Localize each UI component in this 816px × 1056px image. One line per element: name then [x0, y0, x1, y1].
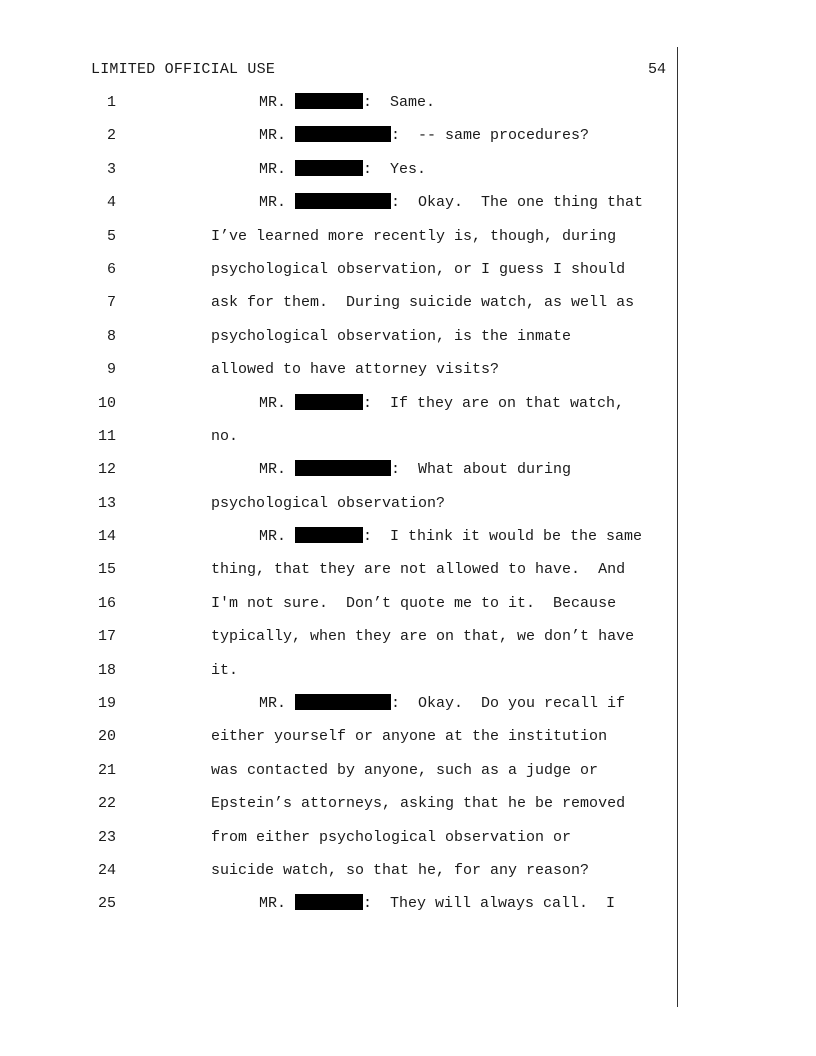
- line-number: 9: [106, 361, 116, 379]
- transcript-line: [0, 692, 816, 725]
- redaction-box: [295, 126, 391, 142]
- line-text: was contacted by anyone, such as a judge or: [211, 761, 599, 779]
- line-number: 13: [97, 494, 116, 512]
- line-number: 8: [106, 327, 116, 345]
- speech-text: : -- same procedures?: [391, 127, 590, 145]
- redaction-box: [295, 527, 363, 543]
- line-number: 15: [97, 561, 116, 579]
- transcript-line: [0, 558, 816, 591]
- redaction-box: [295, 193, 391, 209]
- speaker-prefix: MR.: [259, 461, 296, 479]
- line-text: I'm not sure. Don’t quote me to it. Because: [211, 594, 617, 612]
- line-number: 17: [97, 628, 116, 646]
- transcript-line: [0, 124, 816, 157]
- line-text: allowed to have attorney visits?: [211, 361, 500, 379]
- speaker-line: [259, 124, 589, 148]
- line-number: 14: [97, 528, 116, 546]
- line-text: ask for them. During suicide watch, as well as: [211, 294, 635, 312]
- speaker-prefix: MR.: [259, 194, 296, 212]
- transcript-line: [0, 625, 816, 658]
- line-text: typically, when they are on that, we don’t have: [211, 628, 635, 646]
- transcript-line: [0, 225, 816, 258]
- redaction-box: [295, 394, 363, 410]
- line-text: either yourself or anyone at the institution: [211, 728, 608, 746]
- line-number: 25: [97, 895, 116, 913]
- transcript-line: [0, 258, 816, 291]
- line-number: 5: [106, 227, 116, 245]
- speaker-line: [259, 158, 426, 182]
- line-number: 10: [97, 394, 116, 412]
- speaker-line: [259, 892, 615, 916]
- line-number: 7: [106, 294, 116, 312]
- speech-text: : Okay. The one thing that: [391, 194, 644, 212]
- transcript-line: [0, 592, 816, 625]
- speech-text: : If they are on that watch,: [363, 394, 625, 412]
- line-number: 20: [97, 728, 116, 746]
- transcript-line: [0, 358, 816, 391]
- transcript-line: [0, 859, 816, 892]
- line-text: Epstein’s attorneys, asking that he be removed: [211, 795, 626, 813]
- line-number: 2: [106, 127, 116, 145]
- line-number: 11: [97, 427, 116, 445]
- transcript-line: [0, 826, 816, 859]
- transcript-line: [0, 325, 816, 358]
- transcript-line: [0, 492, 816, 525]
- speaker-line: [259, 91, 435, 115]
- transcript-line: [0, 291, 816, 324]
- redaction-box: [295, 694, 391, 710]
- redaction-box: [295, 160, 363, 176]
- speaker-line: [259, 692, 625, 716]
- line-text: thing, that they are not allowed to have. And: [211, 561, 626, 579]
- speaker-prefix: MR.: [259, 528, 296, 546]
- line-text: suicide watch, so that he, for any reason?: [211, 861, 590, 879]
- speech-text: : I think it would be the same: [363, 528, 643, 546]
- line-text: psychological observation, is the inmate: [211, 327, 572, 345]
- transcript-line: [0, 158, 816, 191]
- transcript-line: [0, 659, 816, 692]
- line-number: 16: [97, 594, 116, 612]
- redaction-box: [295, 93, 363, 109]
- redaction-box: [295, 460, 391, 476]
- line-number: 18: [97, 661, 116, 679]
- speaker-prefix: MR.: [259, 127, 296, 145]
- transcript-line: [0, 725, 816, 758]
- line-number: 23: [97, 828, 116, 846]
- transcript-line: [0, 792, 816, 825]
- speaker-prefix: MR.: [259, 895, 296, 913]
- speech-text: : Yes.: [363, 160, 427, 178]
- speaker-line: [259, 525, 642, 549]
- line-number: 21: [97, 761, 116, 779]
- line-number: 24: [97, 861, 116, 879]
- speaker-line: [259, 458, 571, 482]
- speech-text: : Okay. Do you recall if: [391, 695, 626, 713]
- speaker-prefix: MR.: [259, 695, 296, 713]
- redaction-box: [295, 894, 363, 910]
- line-number: 4: [106, 194, 116, 212]
- transcript-lines: [0, 91, 816, 926]
- line-number: 19: [97, 695, 116, 713]
- speaker-prefix: MR.: [259, 94, 296, 111]
- line-number: 1: [106, 94, 116, 111]
- line-text: I’ve learned more recently is, though, during: [211, 227, 617, 245]
- classification-header: LIMITED OFFICIAL USE: [91, 61, 276, 78]
- line-text: psychological observation?: [211, 494, 446, 512]
- transcript-line: [0, 892, 816, 925]
- line-number: 6: [106, 260, 116, 278]
- page-number: 54: [647, 61, 666, 78]
- transcript-line: [0, 191, 816, 224]
- speaker-prefix: MR.: [259, 160, 296, 178]
- line-text: it.: [211, 661, 239, 679]
- speaker-line: [259, 191, 643, 215]
- line-text: no.: [211, 427, 239, 445]
- speech-text: : What about during: [391, 461, 572, 479]
- transcript-line: [0, 425, 816, 458]
- line-number: 3: [106, 160, 116, 178]
- speaker-prefix: MR.: [259, 394, 296, 412]
- line-number: 22: [97, 795, 116, 813]
- speech-text: : Same.: [363, 94, 436, 111]
- transcript-line: [0, 91, 816, 124]
- line-number: 12: [97, 461, 116, 479]
- transcript-line: [0, 392, 816, 425]
- transcript-line: [0, 759, 816, 792]
- transcript-line: [0, 525, 816, 558]
- line-text: from either psychological observation or: [211, 828, 572, 846]
- transcript-line: [0, 458, 816, 491]
- line-text: psychological observation, or I guess I should: [211, 260, 626, 278]
- speech-text: : They will always call. I: [363, 895, 616, 913]
- speaker-line: [259, 392, 624, 416]
